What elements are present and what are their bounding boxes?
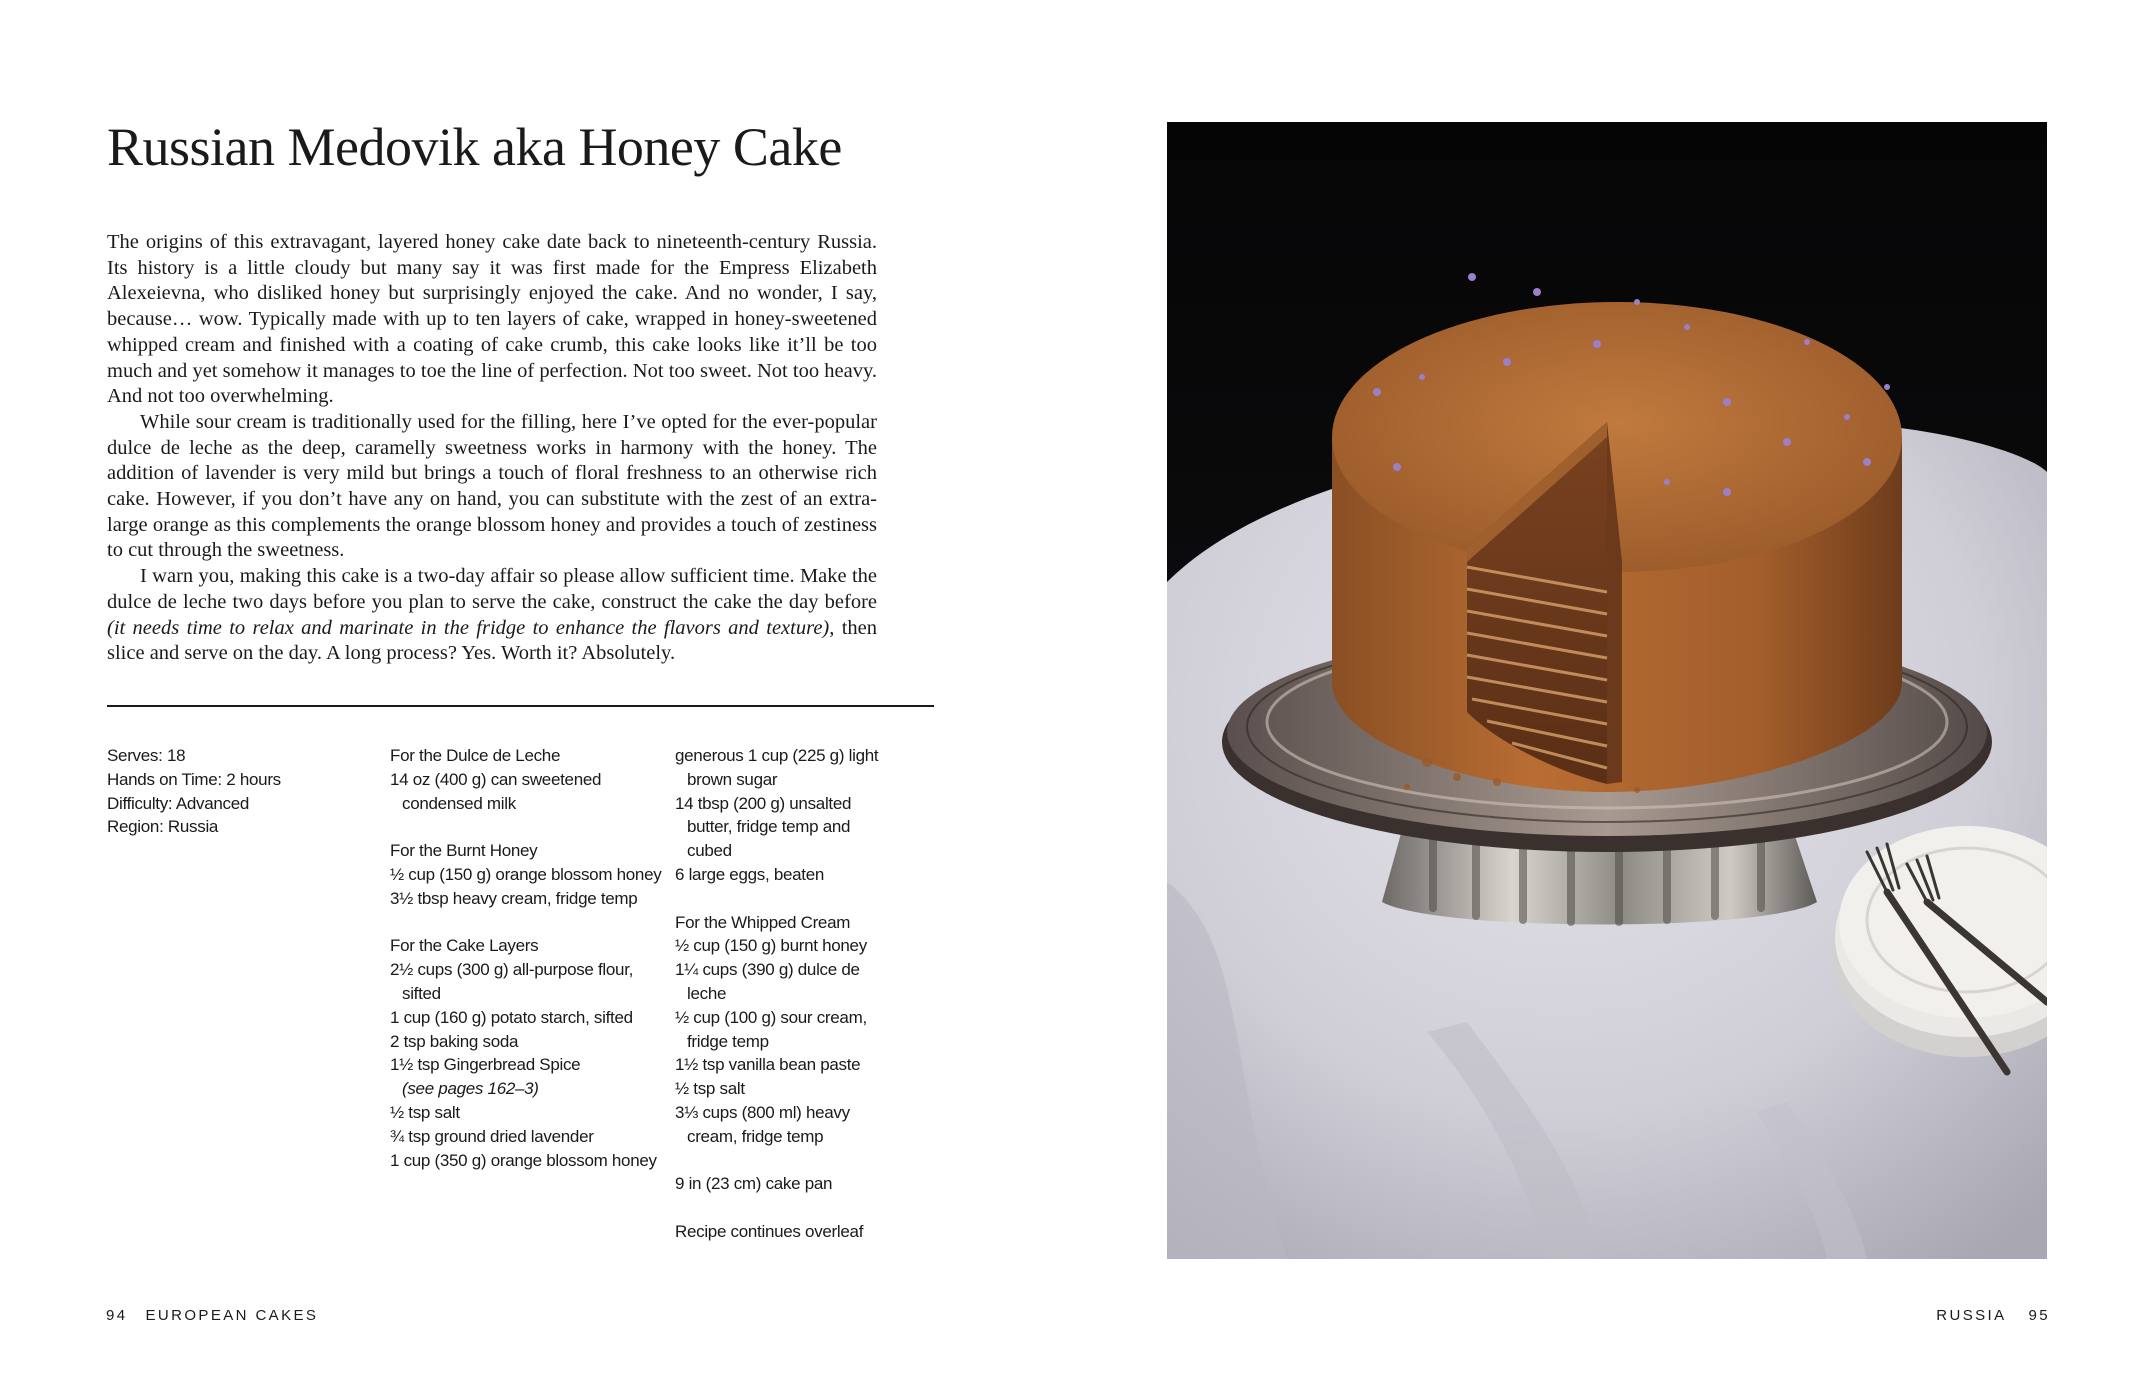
difficulty: Difficulty: Advanced bbox=[107, 793, 250, 813]
left-page bbox=[0, 0, 1066, 1400]
burnt-honey-heading: For the Burnt Honey bbox=[390, 841, 538, 861]
ingredient-line: 3½ tbsp heavy cream, fridge temp bbox=[390, 888, 638, 908]
region: Region: Russia bbox=[107, 817, 219, 837]
ingredient-line: 1½ tsp vanilla bean paste bbox=[675, 1055, 861, 1075]
ingredient-line: 14 oz (400 g) can sweetened bbox=[390, 769, 602, 789]
ingredient-line: ½ cup (150 g) burnt honey bbox=[675, 936, 867, 956]
ingredient-line: ¾ tsp ground dried lavender bbox=[390, 1126, 594, 1146]
page-reference-text: (see pages 162–3) bbox=[402, 1079, 539, 1099]
ingredient-line: brown sugar bbox=[687, 769, 778, 789]
ingredients-column-1 bbox=[390, 744, 660, 1172]
ingredient-line: ½ cup (100 g) sour cream, bbox=[675, 1007, 867, 1027]
ingredient-line: 6 large eggs, beaten bbox=[675, 864, 825, 884]
intro-paragraph-2: While sour cream is traditionally used for the filling, here I’ve opted for the ever-popular dulce de leche as the deep, caramelly sweetness works in harmony with the honey. The addition of lavender is very mild but brings a touch of floral freshness to an otherwise rich cake. However, if you don’t have any on hand, you can substitute with the zest of an extra-large orange as this complements the orange blossom honey and provides a touch of zestiness to cut through the sweetness. bbox=[107, 410, 877, 562]
ingredient-line: cubed bbox=[687, 841, 732, 861]
ingredient-line: ½ tsp salt bbox=[390, 1102, 460, 1122]
cake-layers-heading: For the Cake Layers bbox=[390, 936, 539, 956]
ingredient-line: generous 1 cup (225 g) light bbox=[675, 746, 879, 765]
continues-note: Recipe continues overleaf bbox=[675, 1221, 864, 1241]
intro-paragraph-3-start: I warn you, making this cake is a two-day affair so please allow sufficient time. Make the dulce de leche two days before you plan to serve the cake, construct the cake the day before bbox=[107, 565, 877, 613]
ingredient-line: leche bbox=[687, 983, 727, 1003]
hands-on-time: Hands on Time: 2 hours bbox=[107, 769, 281, 789]
ingredient-line: 2 tsp baking soda bbox=[390, 1031, 519, 1051]
intro-paragraph-3-italic: (it needs time to relax and marinate in the fridge to enhance the flavors and texture) bbox=[107, 616, 830, 639]
footer-right bbox=[1936, 1307, 2050, 1324]
whipped-cream-heading: For the Whipped Cream bbox=[675, 912, 851, 932]
page-reference bbox=[390, 1077, 660, 1101]
ingredient-line: condensed milk bbox=[402, 793, 516, 813]
ingredient-line: 2½ cups (300 g) all-purpose flour, bbox=[390, 960, 634, 980]
ingredient-line: fridge temp bbox=[687, 1031, 769, 1051]
section-label: EUROPEAN CAKES bbox=[145, 1307, 319, 1324]
ingredient-line: ½ cup (150 g) orange blossom honey bbox=[390, 864, 662, 884]
ingredient-line: sifted bbox=[402, 983, 441, 1003]
ingredient-line: butter, fridge temp and bbox=[687, 817, 851, 837]
recipe-title: Russian Medovik aka Honey Cake bbox=[107, 117, 842, 177]
divider-rule bbox=[107, 705, 934, 707]
intro-text bbox=[107, 230, 877, 667]
ingredient-line: 14 tbsp (200 g) unsalted bbox=[675, 793, 852, 813]
ingredient-line: 1½ tsp Gingerbread Spice bbox=[390, 1055, 581, 1075]
dulce-heading: For the Dulce de Leche bbox=[390, 746, 561, 765]
equipment-pan: 9 in (23 cm) cake pan bbox=[675, 1174, 833, 1194]
intro-paragraph-1: The origins of this extravagant, layered honey cake date back to nineteenth-century Russia. Its history is a little cloudy but many say it was first made for the Empress Elizabeth Alexeievna, who disliked honey but surprisingly enjoyed the cake. And no wonder, I say, because… wow. Typically made with up to ten layers of cake, wrapped in honey-sweetened whipped cream and finished with a coating of cake crumb, this cake looks like it’ll be too much and yet somehow it manages to toe the line of perfection. Not too sweet. Not too heavy. And not too overwhelming. bbox=[107, 231, 877, 408]
intro-paragraph-3 bbox=[107, 564, 877, 667]
ingredient-line: cream, fridge temp bbox=[687, 1126, 824, 1146]
intro-paragraph-3-end: , then slice and serve on the day. A long process? Yes. Worth it? Absolutely. bbox=[107, 616, 878, 665]
chapter-label: RUSSIA bbox=[1936, 1307, 2007, 1324]
recipe-info-column bbox=[107, 744, 377, 839]
serves: Serves: 18 bbox=[107, 746, 186, 765]
ingredient-line: 1 cup (160 g) potato starch, sifted bbox=[390, 1007, 633, 1027]
page-number-right: 95 bbox=[2028, 1307, 2050, 1324]
ingredient-line: 3⅓ cups (800 ml) heavy bbox=[675, 1102, 850, 1122]
ingredients-column-2 bbox=[675, 744, 945, 1244]
ingredient-line: 1¼ cups (390 g) dulce de bbox=[675, 960, 860, 980]
ingredient-line: ½ tsp salt bbox=[675, 1079, 745, 1099]
footer-left bbox=[106, 1307, 318, 1324]
ingredient-line: 1 cup (350 g) orange blossom honey bbox=[390, 1150, 657, 1170]
cake-photo bbox=[1167, 122, 2047, 1259]
page-number-left: 94 bbox=[106, 1307, 128, 1324]
